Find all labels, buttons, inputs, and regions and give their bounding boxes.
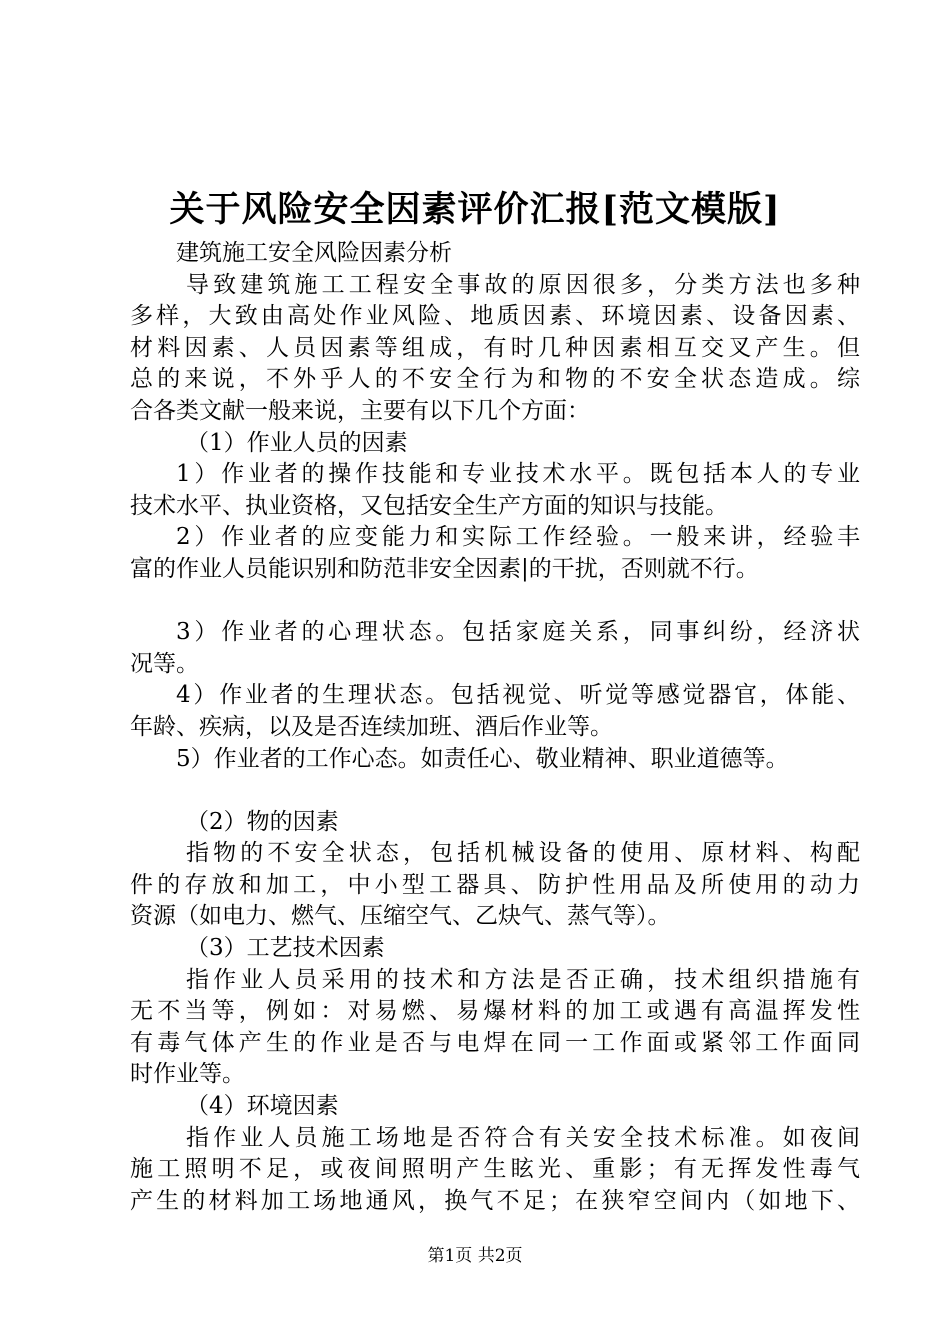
- paragraph-line: 多样，大致由高处作业风险、地质因素、环境因素、设备因素、: [130, 303, 860, 330]
- paragraph-line: 技术水平、执业资格，又包括安全生产方面的知识与技能。: [130, 492, 728, 519]
- page-number: 第1页 共2页: [427, 1246, 523, 1266]
- paragraph-line: 4）作业者的生理状态。包括视觉、听觉等感觉器官，体能、: [176, 682, 860, 709]
- paragraph-line: 富的作业人员能识别和防范非安全因素|的干扰，否则就不行。: [130, 555, 759, 582]
- paragraph-line: 合各类文献一般来说，主要有以下几个方面：: [130, 397, 590, 424]
- blank-line: [130, 775, 860, 807]
- paragraph-line: 指作业人员采用的技术和方法是否正确，技术组织措施有: [186, 966, 860, 993]
- section-heading: （4）环境因素: [186, 1093, 339, 1120]
- section-heading: （3）工艺技术因素: [186, 935, 385, 962]
- paragraph-line: 5）作业者的工作心态。如责任心、敬业精神、职业道德等。: [176, 745, 789, 772]
- paragraph-line: 总的来说，不外乎人的不安全行为和物的不安全状态造成。综: [130, 366, 860, 393]
- paragraph-line: 施工照明不足，或夜间照明产生眩光、重影；有无挥发性毒气: [130, 1156, 860, 1183]
- paragraph-line: 有毒气体产生的作业是否与电焊在同一工作面或紧邻工作面同: [130, 1029, 860, 1056]
- section-heading: （1）作业人员的因素: [186, 429, 408, 456]
- document-body: [130, 238, 860, 1217]
- paragraph-line: 资源（如电力、燃气、压缩空气、乙炔气、蒸气等）。: [130, 903, 671, 930]
- blank-line: [130, 586, 860, 618]
- paragraph-line: 无不当等，例如：对易燃、易爆材料的加工或遇有高温挥发性: [130, 998, 860, 1025]
- paragraph-line: 时作业等。: [130, 1061, 245, 1088]
- paragraph-line: 2）作业者的应变能力和实际工作经验。一般来讲，经验丰: [176, 524, 860, 551]
- document-title: 关于风险安全因素评价汇报[范文模版]: [169, 189, 781, 230]
- paragraph-line: 况等。: [130, 650, 199, 677]
- paragraph-line: 材料因素、人员因素等组成，有时几种因素相互交叉产生。但: [130, 334, 860, 361]
- page-footer: [0, 1244, 950, 1268]
- paragraph-line: 指物的不安全状态，包括机械设备的使用、原材料、构配: [186, 840, 860, 867]
- paragraph-line: 1）作业者的操作技能和专业技术水平。既包括本人的专业: [176, 461, 860, 488]
- paragraph-line: 导致建筑施工工程安全事故的原因很多，分类方法也多种: [186, 271, 860, 298]
- section-heading: （2）物的因素: [186, 808, 339, 835]
- paragraph-line: 件的存放和加工，中小型工器具、防护性用品及所使用的动力: [130, 871, 860, 898]
- paragraph-line: 产生的材料加工场地通风，换气不足；在狭窄空间内（如地下、: [130, 1187, 860, 1214]
- paragraph-line: 年龄、疾病，以及是否连续加班、酒后作业等。: [130, 713, 613, 740]
- paragraph-line: 3）作业者的心理状态。包括家庭关系，同事纠纷，经济状: [176, 619, 860, 646]
- subtitle-line: 建筑施工安全风险因素分析: [176, 240, 452, 266]
- paragraph-line: 指作业人员施工场地是否符合有关安全技术标准。如夜间: [186, 1124, 860, 1151]
